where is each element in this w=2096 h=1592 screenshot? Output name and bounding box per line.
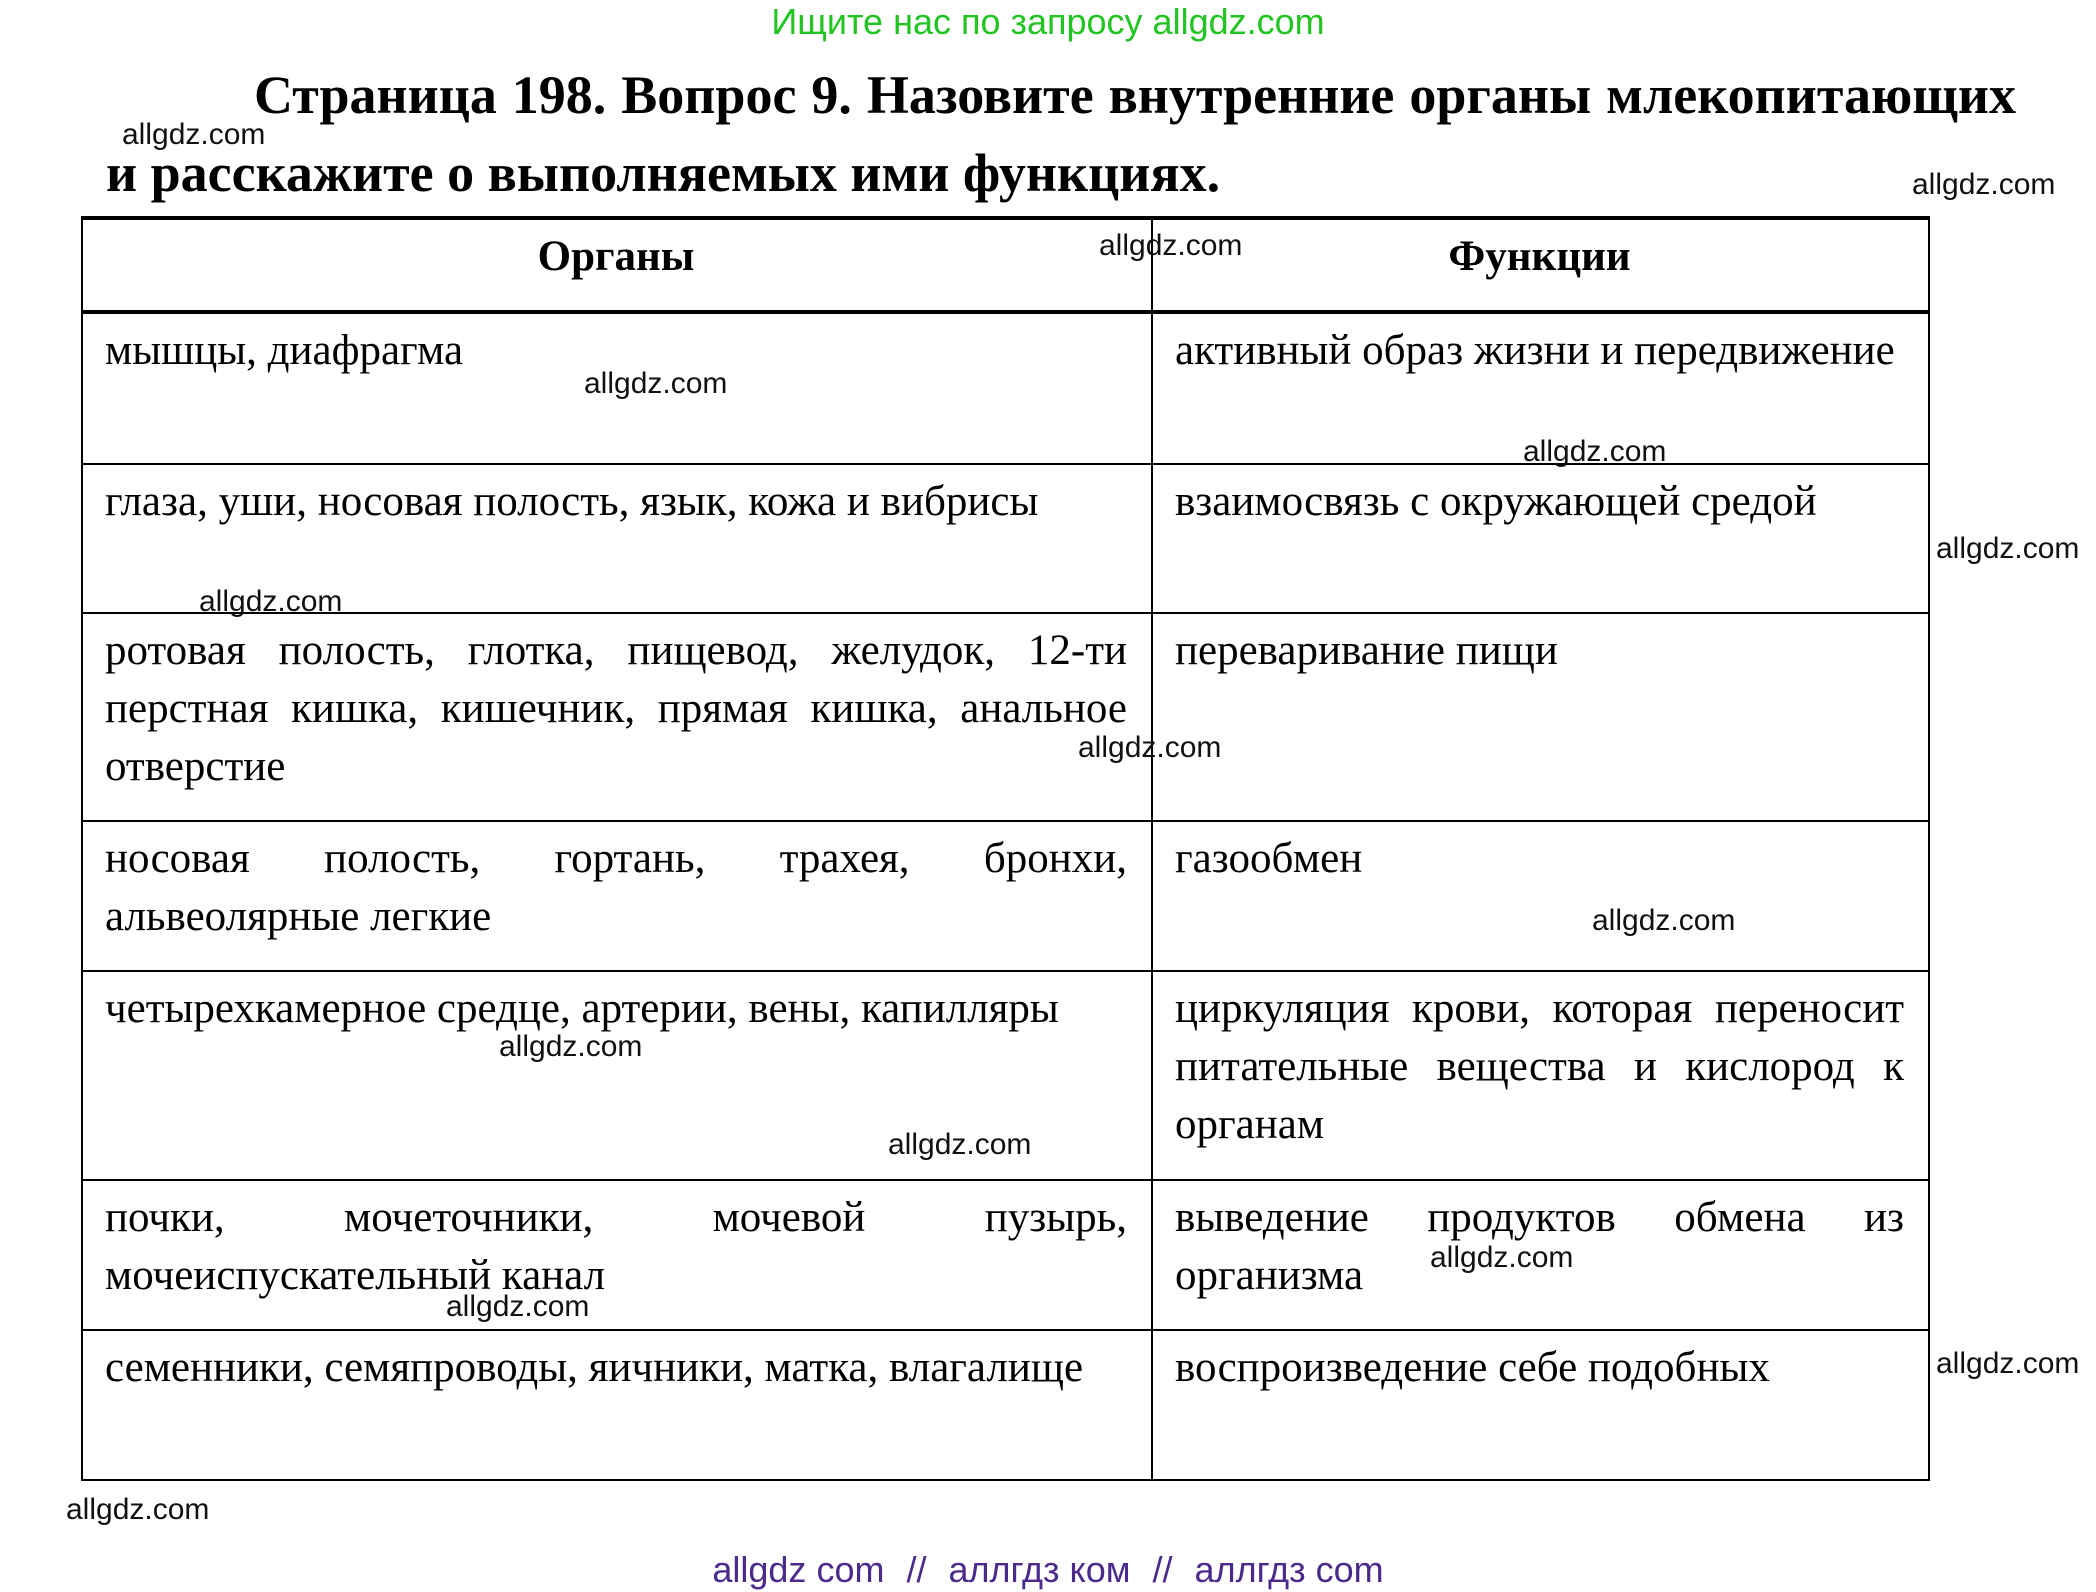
- organ-cell: носовая полость, гортань, трахея, бронхи, альвеолярные легкие: [82, 821, 1152, 971]
- header-organs: Органы: [82, 218, 1152, 312]
- table-row: [82, 1180, 1929, 1330]
- watermark: allgdz.com: [1430, 1241, 1574, 1274]
- organ-cell: ротовая полость, глотка, пищевод, желудок, 12-ти перстная кишка, кишечник, прямая кишка, анальное отверстие: [82, 613, 1152, 821]
- organs-functions-table: [81, 216, 1930, 1481]
- footer-separator: //: [906, 1549, 927, 1590]
- header-functions: Функции: [1152, 218, 1929, 312]
- promo-banner[interactable]: Ищите нас по запросу allgdz.com: [771, 1, 1325, 42]
- organ-cell: почки, мочеточники, мочевой пузырь, мочеиспускательный канал: [82, 1180, 1152, 1330]
- watermark: allgdz.com: [1912, 168, 2056, 201]
- watermark: allgdz.com: [66, 1493, 210, 1526]
- watermark: allgdz.com: [1523, 435, 1667, 468]
- page-title: Страница 198. Вопрос 9. Назовите внутренние органы млекопитающих и расскажите о выполняемых ими функциях.: [106, 65, 2016, 203]
- function-cell: переваривание пищи: [1152, 613, 1929, 821]
- function-cell: выведение продуктов обмена из организма: [1152, 1180, 1929, 1330]
- function-cell: циркуляция крови, которая переносит питательные вещества и кислород к органам: [1152, 971, 1929, 1180]
- watermark: allgdz.com: [1592, 904, 1736, 937]
- watermark: allgdz.com: [584, 367, 728, 400]
- watermark: allgdz.com: [199, 585, 343, 618]
- watermark: allgdz.com: [1099, 229, 1243, 262]
- function-cell: газообмен: [1152, 821, 1929, 971]
- footer-link[interactable]: аллгдз com: [1194, 1549, 1384, 1590]
- organ-cell: глаза, уши, носовая полость, язык, кожа и вибрисы: [82, 464, 1152, 613]
- table-row: [82, 613, 1929, 821]
- table-row: [82, 1330, 1929, 1480]
- watermark: allgdz.com: [122, 118, 266, 151]
- function-cell: взаимосвязь с окружающей средой: [1152, 464, 1929, 613]
- footer-separator: //: [1152, 1549, 1173, 1590]
- organ-cell: четырехкамерное средце, артерии, вены, капилляры: [82, 971, 1152, 1180]
- watermark: allgdz.com: [446, 1290, 590, 1323]
- organ-cell: семенники, семяпроводы, яичники, матка, влагалище: [82, 1330, 1152, 1480]
- function-cell: активный образ жизни и передвижение: [1152, 312, 1929, 464]
- organ-cell: мышцы, диафрагма: [82, 312, 1152, 464]
- footer-link[interactable]: allgdz com: [712, 1549, 885, 1590]
- watermark: allgdz.com: [1078, 731, 1222, 764]
- table-row: [82, 464, 1929, 613]
- watermark: allgdz.com: [1936, 532, 2080, 565]
- watermark: allgdz.com: [499, 1030, 643, 1063]
- watermark: allgdz.com: [1936, 1347, 2080, 1380]
- watermark: allgdz.com: [888, 1128, 1032, 1161]
- table-header-row: [82, 218, 1929, 312]
- table-row: [82, 821, 1929, 971]
- footer-link[interactable]: аллгдз ком: [948, 1549, 1131, 1590]
- function-cell: воспроизведение себе подобных: [1152, 1330, 1929, 1480]
- footer-links: [0, 1548, 2096, 1592]
